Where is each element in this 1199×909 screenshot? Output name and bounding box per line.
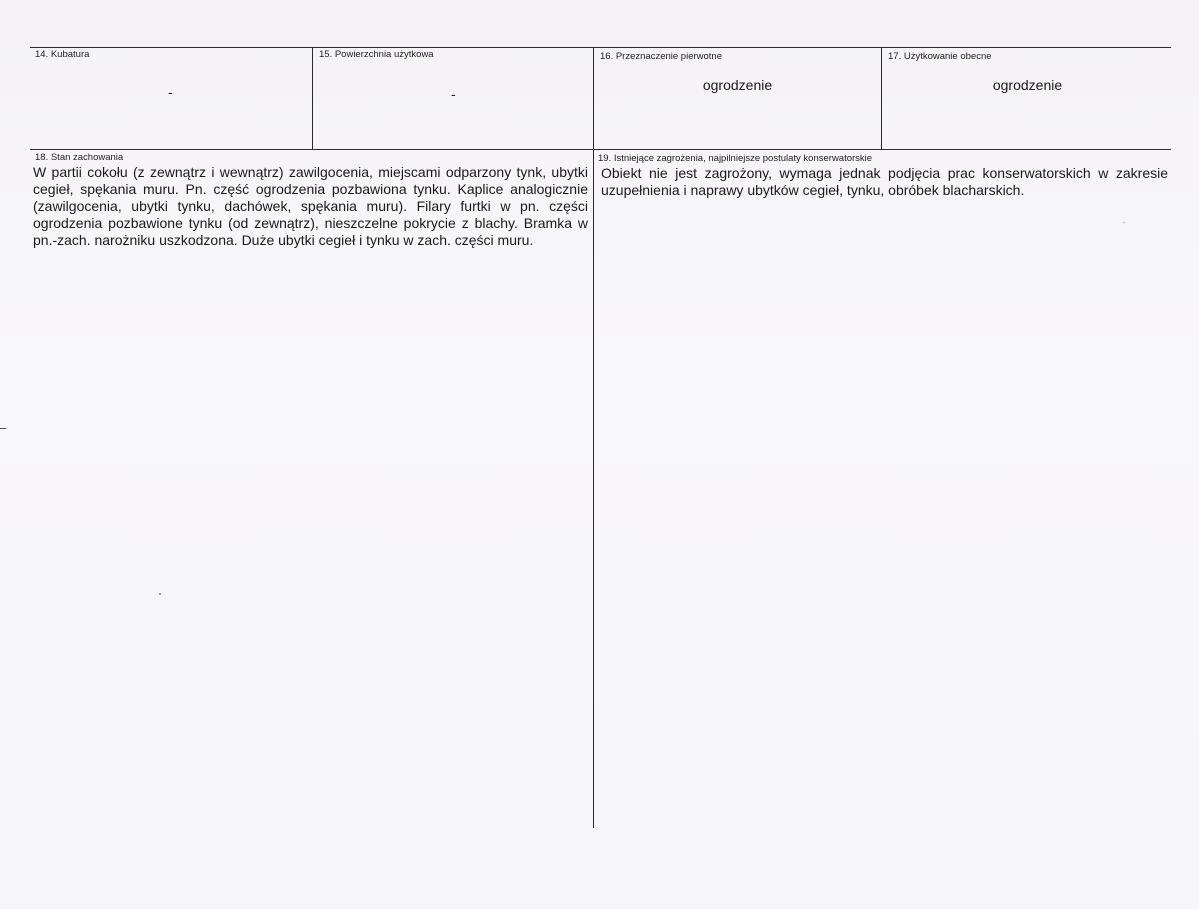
top-border [30, 47, 1171, 48]
field-19-label: 19. Istniejące zagrożenia, najpilniejsze postulaty konserwatorskie [598, 153, 873, 164]
field-19-text: Obiekt nie jest zagrożony, wymaga jednak podjęcia prac konserwatorskich w zakresie uzupełnienia i naprawy ubytków cegieł, tynku, obróbek blacharskich. [601, 165, 1168, 198]
field-16-value: ogrodzenie [702, 77, 773, 93]
scan-speck [159, 593, 161, 595]
scan-edge-mark [0, 428, 6, 429]
field-14-value: - [168, 84, 173, 100]
field-16-label: 16. Przeznaczenie pierwotne [600, 51, 722, 62]
field-15-value: - [451, 86, 456, 102]
column-divider-3 [881, 47, 882, 150]
field-17-value: ogrodzenie [992, 77, 1063, 93]
field-18-text: W partii cokołu (z zewnątrz i wewnątrz) zawilgocenia, miejscami odparzony tynk, ubytki cegieł, spękania muru. Pn. część ogrodzenia pozbawiona tynku. Kaplice analogicznie (zawilgocenia, ubytki tynku, dachówek, spękania muru). Filary furtki w pn. części ogrodzenia pozbawione tynku (od zewnątrz), nieszczelne pokrycie z blachy. Bramka w pn.-zach. narożniku uszkodzona. Duże ubytki cegieł i tynku w zach. części muru. [33, 164, 588, 248]
scan-speck [1124, 222, 1125, 223]
field-14-label: 14. Kubatura [35, 49, 90, 60]
column-divider-2 [593, 47, 594, 828]
row-separator [30, 149, 1171, 150]
field-18-label: 18. Stan zachowania [35, 152, 124, 163]
column-divider-1 [312, 47, 313, 150]
field-15-label: 15. Powierzchnia użytkowa [319, 49, 434, 60]
field-17-label: 17. Użytkowanie obecne [888, 51, 992, 62]
